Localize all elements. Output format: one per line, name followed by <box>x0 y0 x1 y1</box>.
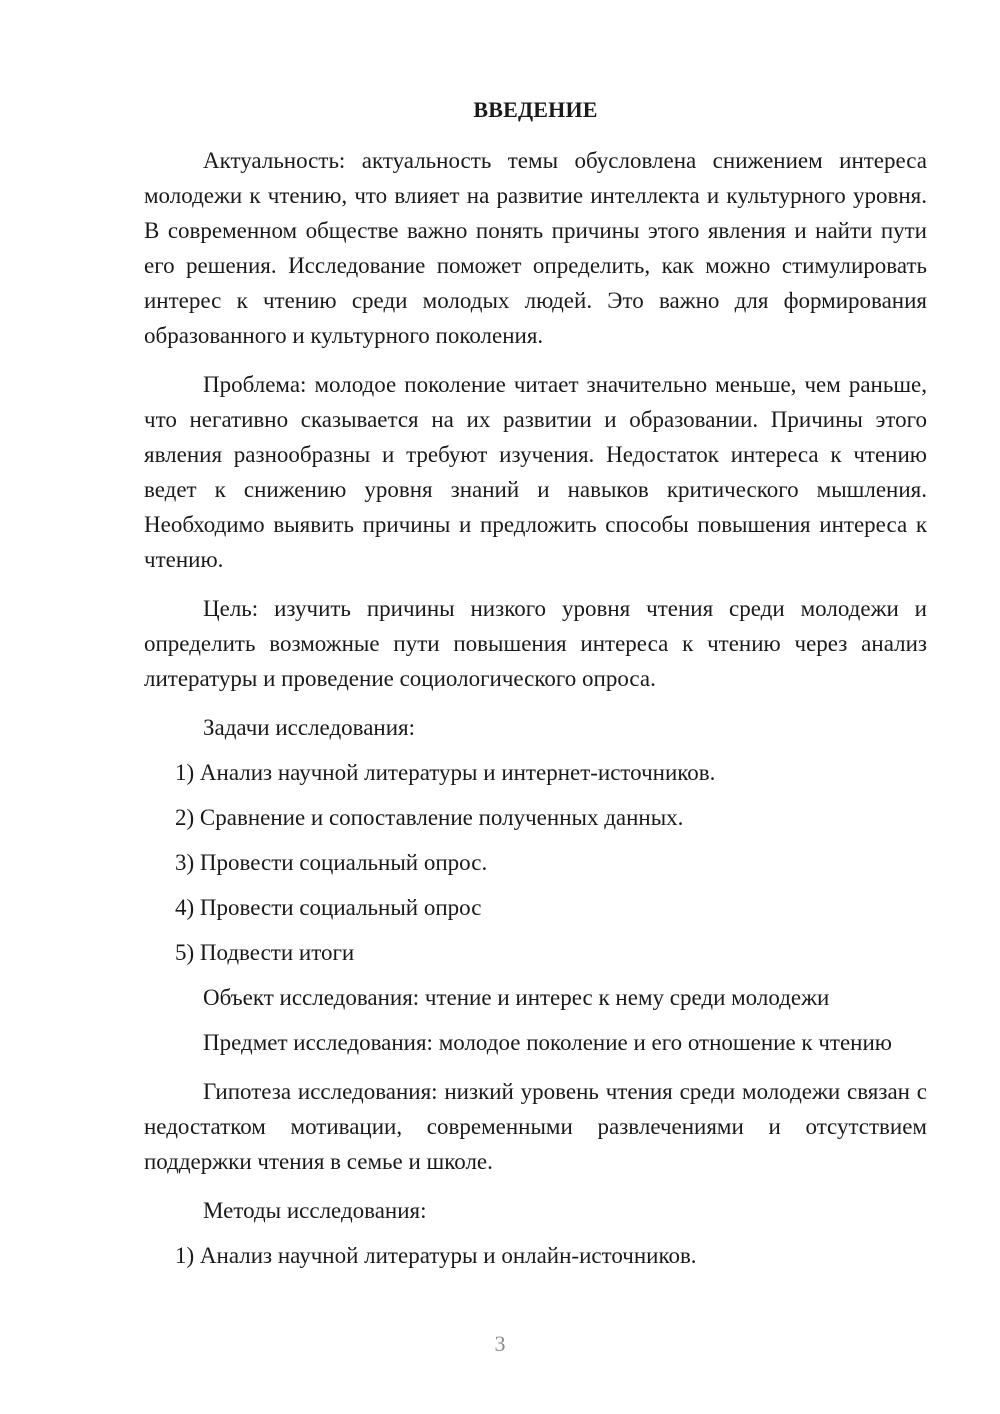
task-item: 2) Сравнение и сопоставление полученных данных. <box>175 805 684 830</box>
tasks-list <box>144 755 927 970</box>
subject-paragraph: Предмет исследования: молодое поколение и его отношение к чтению <box>203 1030 892 1055</box>
task-item: 4) Провести социальный опрос <box>175 895 482 920</box>
method-item: 1) Анализ научной литературы и онлайн-источников. <box>175 1243 697 1268</box>
hypothesis-paragraph: Гипотеза исследования: низкий уровень чтения среди молодежи связан с недостатком мотивации, современными развлечениями и отсутствием поддержки чтения в семье и школе. <box>144 1079 927 1174</box>
task-item: 5) Подвести итоги <box>175 940 355 965</box>
methods-list <box>144 1238 927 1273</box>
task-item: 1) Анализ научной литературы и интернет-источников. <box>175 760 716 785</box>
object-paragraph: Объект исследования: чтение и интерес к нему среди молодежи <box>203 985 830 1010</box>
task-item: 3) Провести социальный опрос. <box>175 850 488 875</box>
problem-paragraph: Проблема: молодое поколение читает значительно меньше, чем раньше, что негативно сказывается на их развитии и образовании. Причины этого явления разнообразны и требуют изучения. Недостаток интереса к чтению ведет к снижению уровня знаний и навыков критического мышления. Необходимо выявить причины и предложить способы повышения интереса к чтению. <box>144 372 927 572</box>
goal-paragraph: Цель: изучить причины низкого уровня чтения среди молодежи и определить возможные пути повышения интереса к чтению через анализ литературы и проведение социологического опроса. <box>144 596 927 691</box>
page-number: 3 <box>494 1331 506 1356</box>
relevance-paragraph: Актуальность: актуальность темы обусловлена снижением интереса молодежи к чтению, что влияет на развитие интеллекта и культурного уровня. В современном обществе важно понять причины этого явления и найти пути его решения. Исследование поможет определить, как можно стимулировать интерес к чтению среди молодых людей. Это важно для формирования образованного и культурного поколения. <box>144 148 927 348</box>
tasks-heading: Задачи исследования: <box>203 715 416 740</box>
section-title: ВВЕДЕНИЕ <box>473 97 598 122</box>
page-content <box>144 95 927 1283</box>
methods-heading: Методы исследования: <box>203 1198 427 1223</box>
